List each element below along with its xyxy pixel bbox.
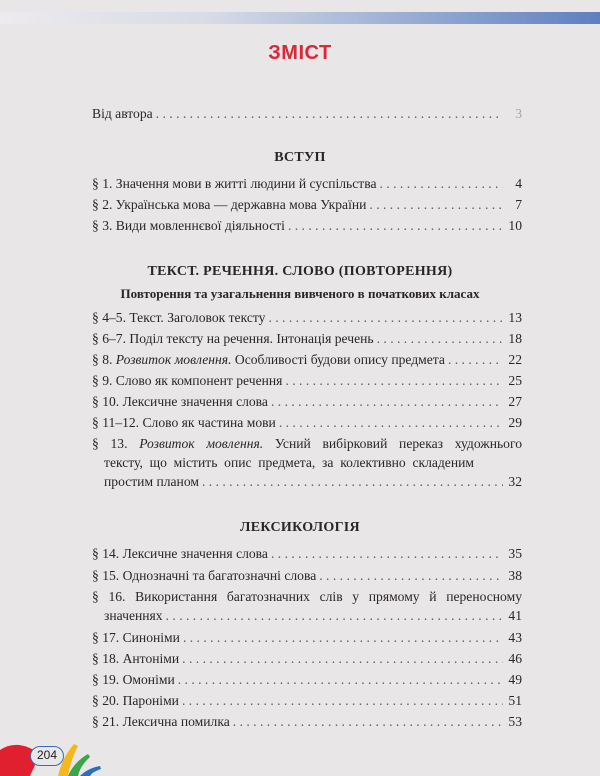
- toc-entry[interactable]: [92, 394, 522, 410]
- leader-dots: [279, 415, 503, 431]
- toc-entry-label: значеннях: [104, 608, 163, 623]
- leader-dots: [182, 693, 503, 709]
- toc-entry[interactable]: [92, 568, 522, 584]
- leader-dots: [377, 331, 503, 347]
- toc-entry-label: [92, 352, 445, 368]
- toc-entry[interactable]: [92, 331, 522, 347]
- section-heading-leksykolohiia: ЛЕКСИКОЛОГІЯ: [240, 520, 360, 535]
- toc-entry[interactable]: [92, 693, 522, 709]
- toc-entry-label: § 9. Слово як компонент речення: [92, 373, 283, 388]
- header-stripe: [0, 12, 600, 24]
- toc-entry-page: 4: [515, 176, 522, 191]
- toc-entry-label: § 11–12. Слово як частина мови: [92, 415, 276, 430]
- leader-dots: [166, 608, 503, 624]
- leader-dots: [233, 714, 503, 730]
- leader-dots: [268, 310, 503, 326]
- toc-entry-page: 41: [508, 608, 522, 623]
- leader-dots: [271, 546, 503, 562]
- entry-prefix: § 8.: [92, 352, 116, 367]
- leader-dots: [178, 672, 503, 688]
- toc-entry-page: 46: [508, 651, 522, 666]
- toc-entry-label: § 15. Однозначні та багатозначні слова: [92, 568, 317, 583]
- entry-rest: Особливості будови опису предмета: [231, 352, 445, 367]
- toc-entry-page: 7: [515, 197, 522, 212]
- toc-entry-label: § 14. Лексичне значення слова: [92, 546, 268, 561]
- toc-entry-16-line1[interactable]: § 16. Використання багатозначних слів у прямому й переносному: [92, 589, 522, 604]
- toc-entry-label: Від автора: [92, 106, 153, 121]
- toc-entry-page: 22: [508, 352, 522, 367]
- toc-entry[interactable]: [92, 310, 522, 326]
- toc-entry-label: § 1. Значення мови в житті людини й суспільства: [92, 176, 377, 191]
- toc-entry-page: 43: [508, 630, 522, 645]
- leader-dots: [448, 352, 503, 368]
- toc-entry-13-line3[interactable]: [104, 474, 522, 490]
- toc-entry-label: § 20. Пароніми: [92, 693, 179, 708]
- toc-entry-page: 3: [515, 106, 522, 121]
- toc-entry-intro[interactable]: [92, 106, 522, 122]
- toc-entry[interactable]: [92, 714, 522, 730]
- entry-italic: Розвиток мовлення.: [115, 352, 232, 367]
- leader-dots: [285, 373, 503, 389]
- leader-dots: [156, 106, 503, 122]
- toc-entry-page: 29: [508, 415, 522, 430]
- toc-entry-label: § 4–5. Текст. Заголовок тексту: [92, 310, 266, 325]
- leader-dots: [288, 218, 503, 234]
- toc-entry-label: § 6–7. Поділ тексту на речення. Інтонація речень: [92, 331, 374, 346]
- page-title: ЗМІСТ: [268, 42, 332, 64]
- toc-entry-label: § 3. Види мовленнєвої діяльності: [92, 218, 285, 233]
- toc-entry[interactable]: [92, 546, 522, 562]
- toc-entry-page: 13: [508, 310, 522, 325]
- toc-entry[interactable]: [92, 176, 522, 192]
- section-heading-vstup: ВСТУП: [274, 150, 326, 165]
- section-heading-tekst: ТЕКСТ. РЕЧЕННЯ. СЛОВО (ПОВТОРЕННЯ): [147, 264, 453, 279]
- leader-dots: [319, 568, 503, 584]
- leader-dots: [183, 630, 503, 646]
- toc-entry-page: 18: [508, 331, 522, 346]
- section-subheading: Повторення та узагальнення вивченого в початкових класах: [120, 286, 480, 301]
- toc-entry[interactable]: [92, 672, 522, 688]
- toc-entry-label: § 21. Лексична помилка: [92, 714, 230, 729]
- leader-dots: [182, 651, 503, 667]
- toc-entry[interactable]: [92, 218, 522, 234]
- toc-entry-13-line2[interactable]: тексту, що містить опис предмета, за колективно складеним: [104, 455, 474, 470]
- leader-dots: [202, 474, 503, 490]
- toc-entry-page: 10: [508, 218, 522, 233]
- toc-entry-label: § 2. Українська мова — державна мова України: [92, 197, 367, 212]
- toc-entry-label: § 10. Лексичне значення слова: [92, 394, 268, 409]
- toc-entry[interactable]: [92, 352, 522, 368]
- entry-italic: Розвиток мовлення.: [139, 436, 264, 451]
- toc-entry-label: простим планом: [104, 474, 199, 489]
- toc-entry-page: 53: [508, 714, 522, 729]
- entry-rest: Усний вибірковий переказ художнього: [263, 436, 522, 451]
- toc-entry-label: § 17. Синоніми: [92, 630, 180, 645]
- toc-entry[interactable]: [92, 630, 522, 646]
- toc-entry-page: 35: [508, 546, 522, 561]
- toc-entry[interactable]: [92, 373, 522, 389]
- page-number: 204: [30, 746, 64, 766]
- toc-entry-label: § 18. Антоніми: [92, 651, 180, 666]
- toc-entry-page: 25: [508, 373, 522, 388]
- toc-entry-page: 51: [508, 693, 522, 708]
- leader-dots: [271, 394, 503, 410]
- toc-entry-label: § 19. Омоніми: [92, 672, 175, 687]
- toc-entry[interactable]: [92, 197, 522, 213]
- entry-prefix: § 13.: [92, 436, 140, 451]
- toc-entry-page: 27: [508, 394, 522, 409]
- toc-entry-page: 38: [508, 568, 522, 583]
- toc-entry[interactable]: [92, 651, 522, 667]
- toc-entry-13-line1[interactable]: [92, 436, 522, 452]
- toc-entry-page: 49: [508, 672, 522, 687]
- leader-dots: [380, 176, 504, 192]
- toc-entry-16-line2[interactable]: [104, 608, 522, 624]
- leader-dots: [369, 197, 503, 213]
- toc-entry-page: 32: [508, 474, 522, 489]
- toc-entry[interactable]: [92, 415, 522, 431]
